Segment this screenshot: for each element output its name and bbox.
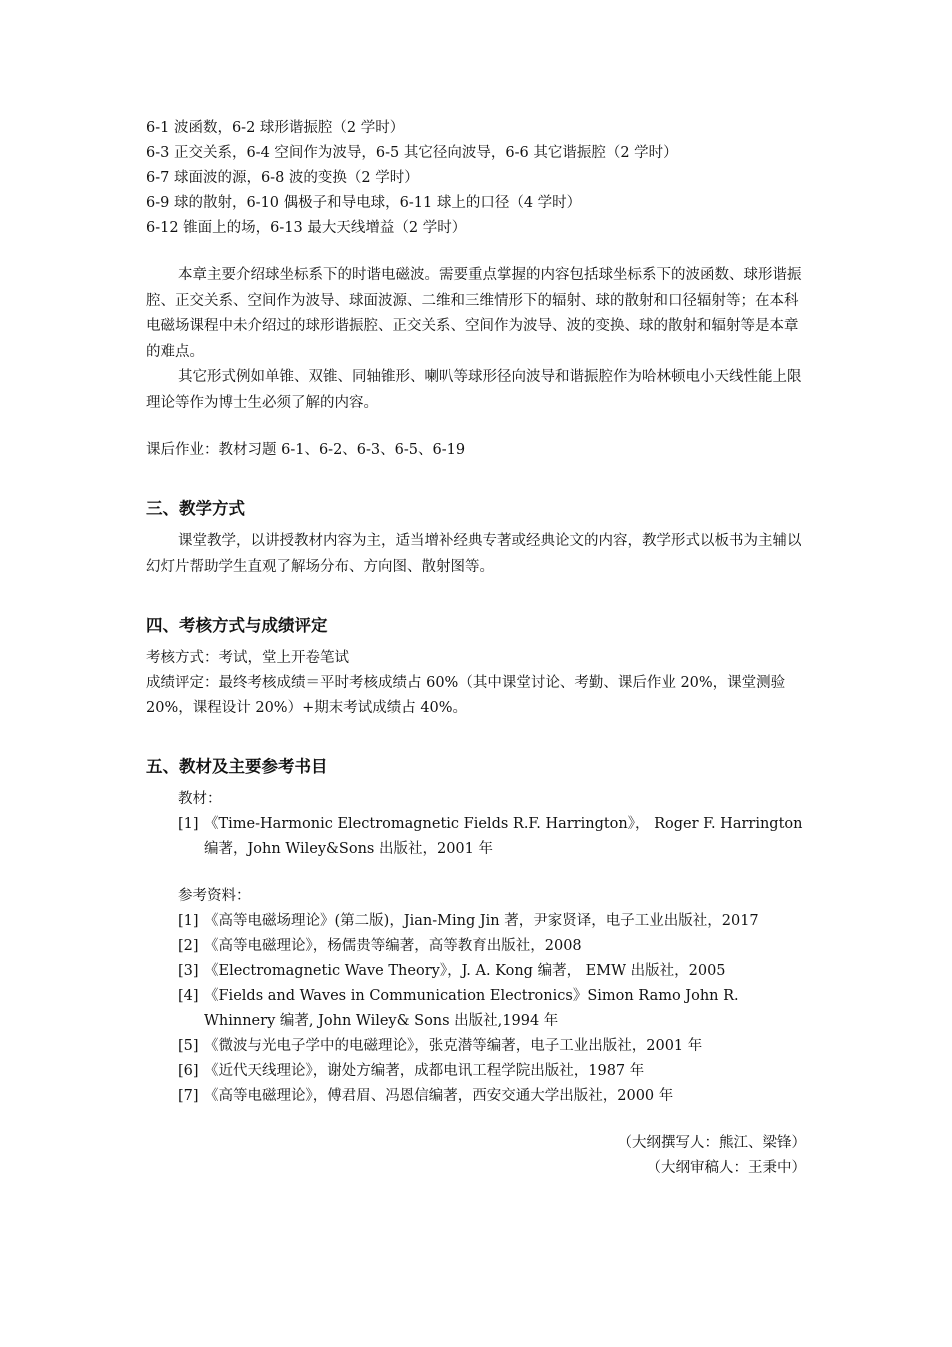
schedule-item: 6-1 波函数，6-2 球形谐振腔（2 学时） (146, 120, 405, 136)
chapter-extra: 其它形式例如单锥、双锥、同轴锥形、喇叭等球形径向波导和谐振腔作为哈林顿电小天线性能上限理论等作为博士生必须了解的内容。 (146, 369, 802, 411)
schedule-item: 6-3 正交关系，6-4 空间作为波导，6-5 其它径向波导，6-6 其它谐振腔（2 学时） (146, 145, 678, 161)
textbook-label: 教材： (178, 791, 222, 807)
schedule-item: 6-12 锥面上的场，6-13 最大天线增益（2 学时） (146, 220, 467, 236)
chapter-summary: 本章主要介绍球坐标系下的时谐电磁波。需要重点掌握的内容包括球坐标系下的波函数、球形谐振腔、正交关系、空间作为波导、球面波源、二维和三维情形下的辐射、球的散射和口径辐射等；在本科电磁场课程中未介绍过的球形谐振腔、正交关系、空间作为波导、波的变换、球的散射和辐射等是本章的难点。 (146, 267, 802, 360)
ref-text: 《Fields and Waves in Communication Electronics》Simon Ramo John R. Whinnery 编著, John Wiley& Sons 出版社,1994 年 (204, 988, 739, 1029)
outline-writer: （大纲撰写人：熊江、梁锋） (617, 1135, 806, 1151)
schedule-item: 6-9 球的散射，6-10 偶极子和导电球，6-11 球上的口径（4 学时） (146, 195, 582, 211)
ref-number: [4] (178, 988, 199, 1004)
ref-number: [1] (178, 913, 199, 929)
reference-item (146, 909, 810, 934)
section-references-title: 五、教材及主要参考书目 (146, 757, 328, 776)
ref-text: 《高等电磁场理论》(第二版)，Jian-Ming Jin 著，尹家贤译，电子工业出版社，2017 (204, 913, 759, 929)
reference-label: 参考资料： (178, 888, 251, 904)
section-teaching-method-title: 三、教学方式 (146, 499, 245, 518)
ref-text: 《微波与光电子学中的电磁理论》，张克潜等编著，电子工业出版社，2001 年 (204, 1038, 703, 1054)
reference-item (146, 934, 810, 959)
section-assessment-title: 四、考核方式与成绩评定 (146, 616, 328, 635)
ref-number: [2] (178, 938, 199, 954)
ref-text: 《高等电磁理论》，傅君眉、冯恩信编著，西安交通大学出版社，2000 年 (204, 1088, 674, 1104)
ref-number: [5] (178, 1038, 199, 1054)
schedule-item: 6-7 球面波的源，6-8 波的变换（2 学时） (146, 170, 419, 186)
reference-item (146, 1084, 810, 1109)
ref-text: 《近代天线理论》，谢处方编著，成都电讯工程学院出版社，1987 年 (204, 1063, 645, 1079)
section-teaching-method-body: 课堂教学，以讲授教材内容为主，适当增补经典专著或经典论文的内容，教学形式以板书为主辅以幻灯片帮助学生直观了解场分布、方向图、散射图等。 (146, 533, 802, 575)
ref-number: [6] (178, 1063, 199, 1079)
ref-text: 《高等电磁理论》，杨儒贵等编著，高等教育出版社，2008 (204, 938, 582, 954)
ref-number: [3] (178, 963, 199, 979)
reference-item (146, 984, 810, 1034)
reference-list (146, 909, 810, 1109)
ref-number: [7] (178, 1088, 199, 1104)
assessment-method: 考核方式：考试，堂上开卷笔试 (146, 650, 349, 666)
reference-item (146, 1034, 810, 1059)
schedule-list (146, 116, 810, 241)
grading-rule: 成绩评定：最终考核成绩＝平时考核成绩占 60%（其中课堂讨论、考勤、课后作业 20%，课堂测验 20%，课程设计 20%）+期末考试成绩占 40%。 (146, 675, 786, 716)
outline-reviewer: （大纲审稿人：王秉中） (646, 1160, 806, 1176)
reference-item (146, 1059, 810, 1084)
ref-text: 《Electromagnetic Wave Theory》，J. A. Kong 编著， EMW 出版社，2005 (204, 963, 726, 979)
reference-item (146, 959, 810, 984)
ref-text: 《Time-Harmonic Electromagnetic Fields R.F. Harrington》， Roger F. Harrington 编著，John Wiley&Sons 出版社，2001 年 (204, 816, 803, 857)
document-page (146, 116, 810, 1181)
homework: 课后作业：教材习题 6-1、6-2、6-3、6-5、6-19 (146, 442, 466, 458)
ref-number: [1] (178, 816, 199, 832)
textbook-item (146, 812, 810, 862)
